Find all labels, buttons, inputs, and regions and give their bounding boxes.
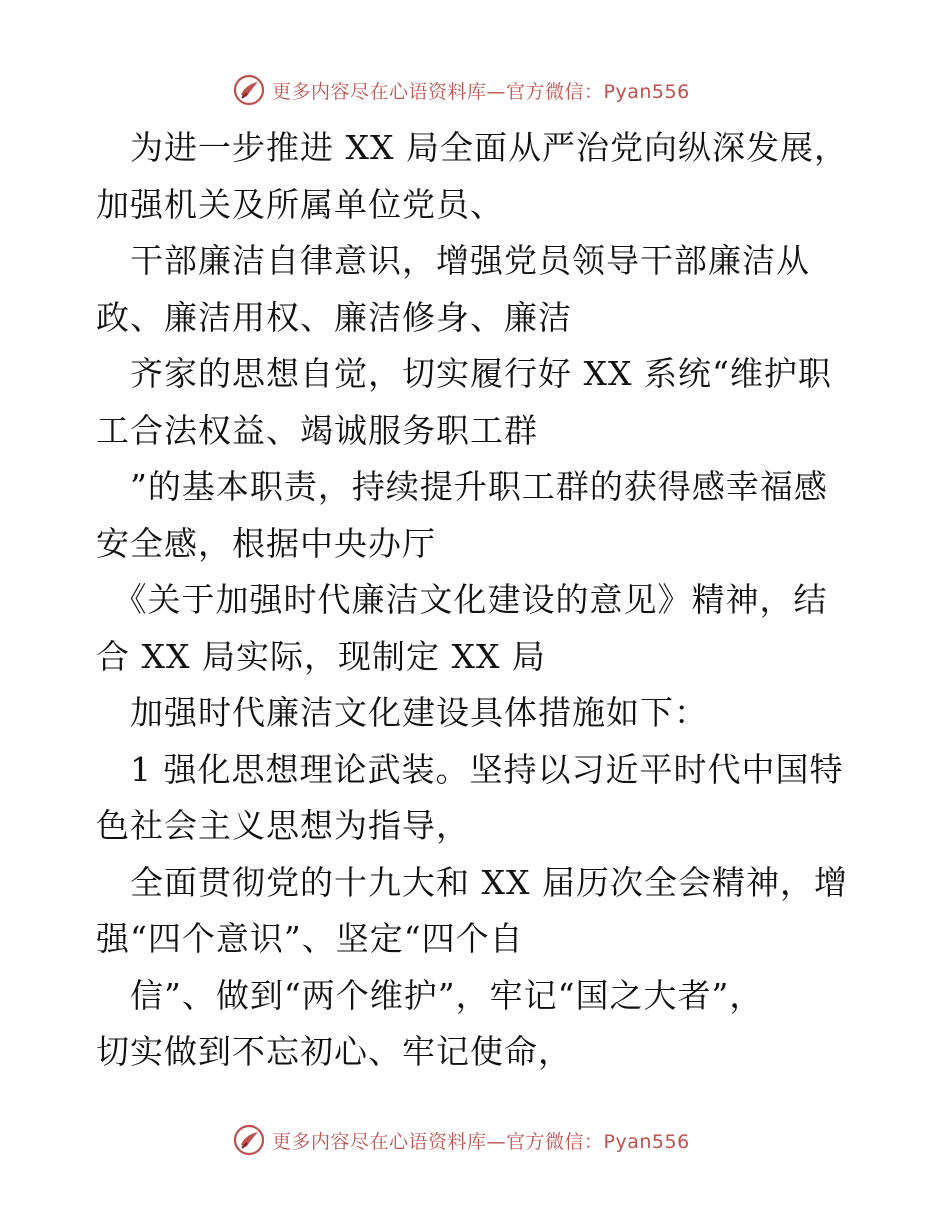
body-line: ”的基本职责，持续提升职工群的获得感幸福感 bbox=[96, 467, 828, 506]
body-line: 齐家的思想自觉，切实履行好 XX 系统“维护职 bbox=[96, 354, 832, 393]
body-line: 《关于加强时代廉洁文化建设的意见》精神，结 bbox=[96, 580, 828, 619]
body-line: 安全感，根据中央办厅 bbox=[96, 523, 436, 563]
body-line: 加强机关及所属单位党员、 bbox=[96, 184, 504, 224]
body-line: 合 XX 局实际，现制定 XX 局 bbox=[96, 636, 546, 676]
body-line: 全面贯彻党的十九大和 XX 届历次全会精神，增 bbox=[96, 862, 848, 902]
body-line: 工合法权益、竭诚服务职工群 bbox=[96, 410, 538, 450]
body-line: 1 强化思想理论武装。坚持以习近平时代中国特 bbox=[96, 749, 844, 789]
header-watermark-text: 更多内容尽在心语资料库—官方微信：Pyan556 bbox=[272, 80, 690, 103]
body-line: 为进一步推进 XX 局全面从严治党向纵深发展， bbox=[96, 128, 848, 167]
footer-watermark-banner bbox=[232, 1122, 712, 1158]
body-line: 强“四个意识”、坚定“四个自 bbox=[96, 919, 524, 958]
body-line: 干部廉洁自律意识，增强党员领导干部廉洁从 bbox=[96, 241, 810, 280]
body-line: 加强时代廉洁文化建设具体措施如下： bbox=[96, 693, 708, 732]
body-line: 信”、做到“两个维护”，牢记“国之大者”， bbox=[96, 975, 764, 1015]
body-line: 政、廉洁用权、廉洁修身、廉洁 bbox=[96, 297, 572, 337]
body-line: 切实做到不忘初心、牢记使命， bbox=[96, 1032, 572, 1071]
logo-icon bbox=[232, 1123, 266, 1157]
header-watermark-banner bbox=[232, 72, 712, 108]
body-line: 色社会主义思想为指导， bbox=[96, 806, 470, 845]
footer-watermark-text: 更多内容尽在心语资料库—官方微信：Pyan556 bbox=[272, 1130, 690, 1153]
logo-icon bbox=[232, 73, 266, 107]
document-body bbox=[96, 120, 866, 1081]
